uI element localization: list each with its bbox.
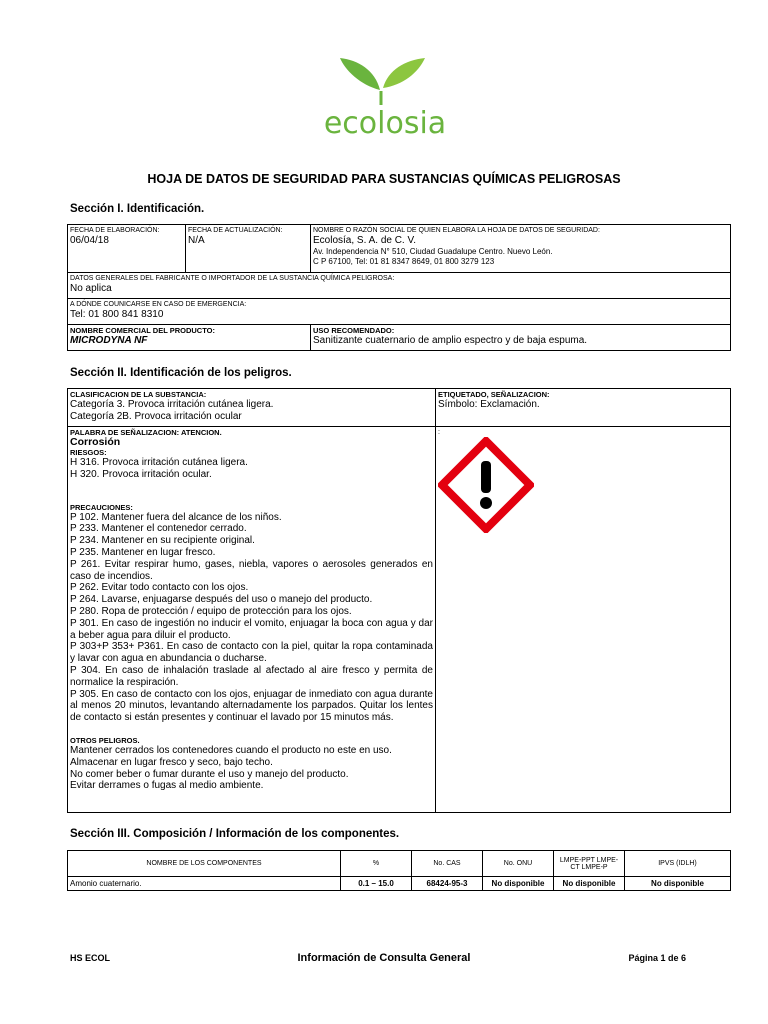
precauciones-list: [70, 512, 433, 724]
table-cell: No disponible: [554, 877, 625, 891]
emergencia-value: Tel: 01 800 841 8310: [70, 309, 164, 320]
col-header: No. ONU: [483, 851, 554, 877]
document-title: HOJA DE DATOS DE SEGURIDAD PARA SUSTANCIAS QUÍMICAS PELIGROSAS: [147, 172, 621, 186]
fabricante-value: No aplica: [70, 283, 112, 294]
pictogram-cell: :: [436, 427, 731, 813]
product-name: MICRODYNA NF: [70, 335, 148, 346]
hazards-table: [67, 388, 731, 813]
otro-peligro-item: Mantener cerrados los contenedores cuando el producto no este en uso.: [70, 744, 392, 756]
clasificacion-2: Categoría 2B. Provoca irritación ocular: [70, 411, 242, 422]
logo-text: ecolosia: [323, 106, 447, 141]
col-header: NOMBRE DE LOS COMPONENTES: [68, 851, 341, 877]
table-cell: No disponible: [483, 877, 554, 891]
precaucion-item: P 305. En caso de contacto con los ojos, enjuagar de inmediato con agua durante al menos 20 minutos, levantando alternadamente los parpados. Quitar los lentes de contacto si están presentes y continuar el lavado por 15 minutos más.: [70, 688, 433, 724]
producto-cell: NOMBRE COMERCIAL DEL PRODUCTO: MICRODYNA NF: [68, 325, 311, 351]
precaucion-item: P 264. Lavarse, enjuagarse después del uso o manejo del producto.: [70, 594, 373, 606]
section-3-heading: Sección III. Composición / Información de los componentes.: [70, 828, 400, 840]
precaucion-item: P 262. Evitar todo contacto con los ojos.: [70, 582, 249, 594]
table-cell: Amonio cuaternario.: [68, 877, 341, 891]
precaucion-item: P 102. Mantener fuera del alcance de los niños.: [70, 511, 282, 523]
precaucion-item: P 233. Mantener el contenedor cerrado.: [70, 523, 247, 535]
precaucion-item: P 234. Mantener en su recipiente original.: [70, 535, 255, 547]
precaucion-item: P 280. Ropa de protección / equipo de protección para los ojos.: [70, 605, 352, 617]
section-2-heading: Sección II. Identificación de los peligros.: [70, 367, 292, 379]
emergencia-cell: A DÓNDE COUNICARSE EN CASO DE EMERGENCIA: Tel: 01 800 841 8310: [68, 299, 731, 325]
section-1-heading: Sección I. Identificación.: [70, 203, 205, 215]
clasificacion-cell: CLASIFICACION DE LA SUBSTANCIA: Categoría 3. Provoca irritación cutánea ligera. Categoría 2B. Provoca irritación ocular: [68, 389, 436, 427]
clasificacion-1: Categoría 3. Provoca irritación cutánea ligera.: [70, 399, 274, 410]
otros-peligros-list: [70, 745, 433, 792]
riesgos-precauciones-cell: PALABRA DE SEÑALIZACION: ATENCION. Corrosión RIESGOS: H 316. Provoca irritación cutánea ligera. H 320. Provoca irritación ocular. PRECAUCIONES: P 102. Mantener fuera del alcance de los niños. P 233. Mantener el contenedor cerrado. P 234. Mantener en su recipiente original. P 235. Mantener en lugar fresco. P 261. Evitar respirar humo, gases, niebla, vapores o aerosoles generados en caso de incendios. P 262. Evitar todo contacto con los ojos. P 264. Lavarse, enjuagarse después del uso o manejo del producto. P 280. Ropa de protección / equipo de protección para los ojos. P 301. En caso de ingestión no inducir el vomito, enjuagar la boca con agua y dar a beber agua para diluir el producto. P 303+P 353+ P361. En caso de contacto con la piel, quitar la ropa contaminada y lavar con agua en abundancia o ducharse. P 304. En caso de inhalación traslade al afectado al aire fresco y permita de normalice la respiración. P 305. En caso de contacto con los ojos, enjuagar de inmediato con agua durante al menos 20 minutos, levantando alternadamente los parpados. Quitar los lentes de contacto si están presentes y continuar el lavado por 15 minutos más. OTROS PELIGROS. Mantener cerrados los contenedores cuando el producto no este en uso. Almacenar en lugar fresco y seco, bajo techo. No comer beber o fumar durante el uso y manejo del producto. Evitar derrames o fugas al medio ambiente.: [68, 427, 436, 813]
precaucion-item: P 261. Evitar respirar humo, gases, niebla, vapores o aerosoles generados en caso de incendios.: [70, 558, 433, 582]
col-header: LMPE-PPT LMPE-CT LMPE-P: [554, 851, 625, 877]
otro-peligro-item: Almacenar en lugar fresco y seco, bajo techo.: [70, 756, 273, 768]
col-header: %: [341, 851, 412, 877]
footer-center: Información de Consulta General: [297, 952, 471, 964]
fecha-elaboracion: 06/04/18: [70, 235, 109, 246]
fecha-actualizacion: N/A: [188, 235, 205, 246]
etiquetado-cell: ETIQUETADO, SEÑALIZACION: Símbolo: Exclamación.: [436, 389, 731, 427]
leaf-logo-icon: [300, 55, 470, 145]
cp-telefono: C P 67100, Tel: 01 81 8347 8649, 01 800 3279 123: [313, 257, 495, 266]
corrosion-label: Corrosión: [70, 436, 121, 448]
precaucion-item: P 304. En caso de inhalación traslade al afectado al aire fresco y permita de normalice la respiración.: [70, 664, 433, 688]
otro-peligro-item: Evitar derrames o fugas al medio ambiente.: [70, 780, 264, 792]
etiquetado-value: Símbolo: Exclamación.: [438, 399, 540, 410]
page-number: Página 1 de 6: [628, 953, 686, 963]
footer-left: HS ECOL: [70, 953, 111, 963]
precaucion-item: P 303+P 353+ P361. En caso de contacto con la piel, quitar la ropa contaminada y lavar con agua en abundancia o ducharse.: [70, 641, 433, 665]
table-cell: 0.1 – 15.0: [341, 877, 412, 891]
riesgo-item: H 316. Provoca irritación cutánea ligera.: [70, 457, 248, 468]
uso-cell: USO RECOMENDADO: Sanitizante cuaternario de amplio espectro y de baja espuma.: [311, 325, 731, 351]
table-cell: 68424-95-3: [412, 877, 483, 891]
direccion: Av. Independencia N° 510, Ciudad Guadalupe Centro. Nuevo León.: [313, 247, 553, 256]
identification-table: [67, 224, 731, 351]
col-header: IPVS (IDLH): [625, 851, 731, 877]
fabricante-cell: DATOS GENERALES DEL FABRICANTE O IMPORTADOR DE LA SUSTANCIA QUÍMICA PELIGROSA: No aplica: [68, 273, 731, 299]
precaucion-item: P 235. Mantener en lugar fresco.: [70, 546, 216, 558]
riesgo-item: H 320. Provoca irritación ocular.: [70, 468, 212, 480]
fecha-actualizacion-cell: FECHA DE ACTUALIZACIÓN: N/A: [186, 225, 311, 273]
table-cell: No disponible: [625, 877, 731, 891]
riesgos-list: [70, 457, 433, 481]
exclamation-hazard-icon: [438, 437, 534, 533]
col-header: No. CAS: [412, 851, 483, 877]
razon-social-cell: NOMBRE O RAZÓN SOCIAL DE QUIEN ELABORA LA HOJA DE DATOS DE SEGURIDAD: Ecolosía, S. A. de C. V. Av. Independencia N° 510, Ciudad Guadalupe Centro. Nuevo León. C P 67100, Tel: 01 81 8347 8649, 01 800 3279 123: [311, 225, 731, 273]
composition-table: [67, 850, 731, 891]
razon-social: Ecolosía, S. A. de C. V.: [313, 235, 417, 246]
otro-peligro-item: No comer beber o fumar durante el uso y manejo del producto.: [70, 768, 349, 780]
fecha-elaboracion-cell: FECHA DE ELABORACIÓN: 06/04/18: [68, 225, 186, 273]
uso-recomendado: Sanitizante cuaternario de amplio espectro y de baja espuma.: [313, 335, 588, 346]
ecolosia-logo: [300, 55, 470, 145]
precaucion-item: P 301. En caso de ingestión no inducir el vomito, enjuagar la boca con agua y dar a beber agua para diluir el producto.: [70, 617, 433, 641]
